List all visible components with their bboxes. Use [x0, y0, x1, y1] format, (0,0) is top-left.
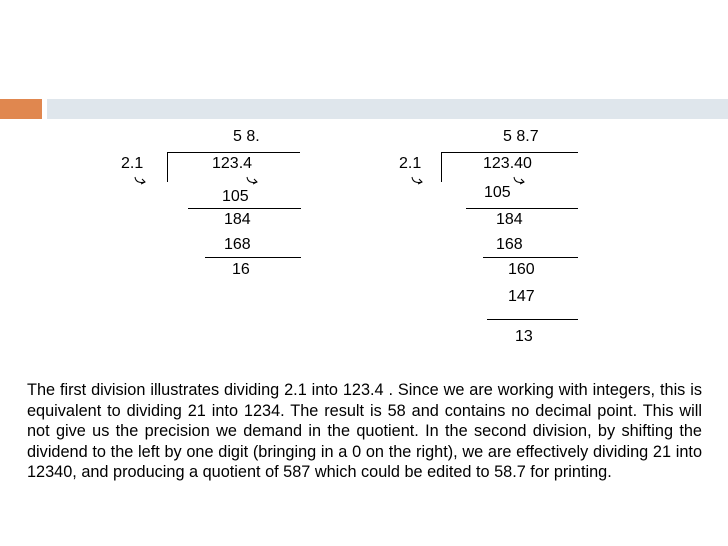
quotient: 5 8.7	[503, 128, 539, 145]
subtract-step: 105	[222, 188, 249, 205]
explanation-paragraph: The first division illustrates dividing 2.1 into 123.4 . Since we are working with integers, this is equivalent to dividing 21 into 1234. The result is 58 and contains no decimal point. This will not give us the precision we demand in the quotient. In the second division, by shifting the dividend to the left by one digit (bringing in a 0 on the right), we are effectively dividing 21 into 12340, and producing a quotient of 587 which could be edited to 58.7 for printing.	[27, 381, 702, 481]
subtract-step: 105	[484, 184, 511, 201]
dividend: 123.40	[483, 155, 532, 172]
subtraction-line	[466, 208, 578, 209]
division-bracket	[441, 152, 442, 182]
curved-arrow-icon	[245, 176, 259, 186]
divisor: 2.1	[399, 155, 422, 172]
dividend: 123.4	[212, 155, 253, 172]
divisor: 2.1	[121, 155, 144, 172]
subtraction-line	[487, 319, 578, 320]
curved-arrow-icon	[512, 176, 526, 186]
subtract-step: 168	[224, 236, 251, 253]
division-bar	[441, 152, 578, 153]
curved-arrow-icon	[133, 176, 147, 186]
subtraction-line	[188, 208, 301, 209]
partial-dividend: 160	[508, 261, 535, 278]
curved-arrow-icon	[410, 176, 424, 186]
subtract-step: 147	[508, 288, 535, 305]
partial-dividend: 184	[496, 211, 523, 228]
subtraction-line	[205, 257, 301, 258]
remainder: 16	[232, 261, 250, 278]
quotient: 5 8.	[233, 128, 260, 145]
subtract-step: 168	[496, 236, 523, 253]
subtraction-line	[483, 257, 578, 258]
division-bracket	[167, 152, 168, 182]
remainder: 13	[515, 328, 533, 345]
header-band	[47, 99, 728, 119]
partial-dividend: 184	[224, 211, 251, 228]
header-accent-bar	[0, 99, 42, 119]
division-bar	[167, 152, 300, 153]
